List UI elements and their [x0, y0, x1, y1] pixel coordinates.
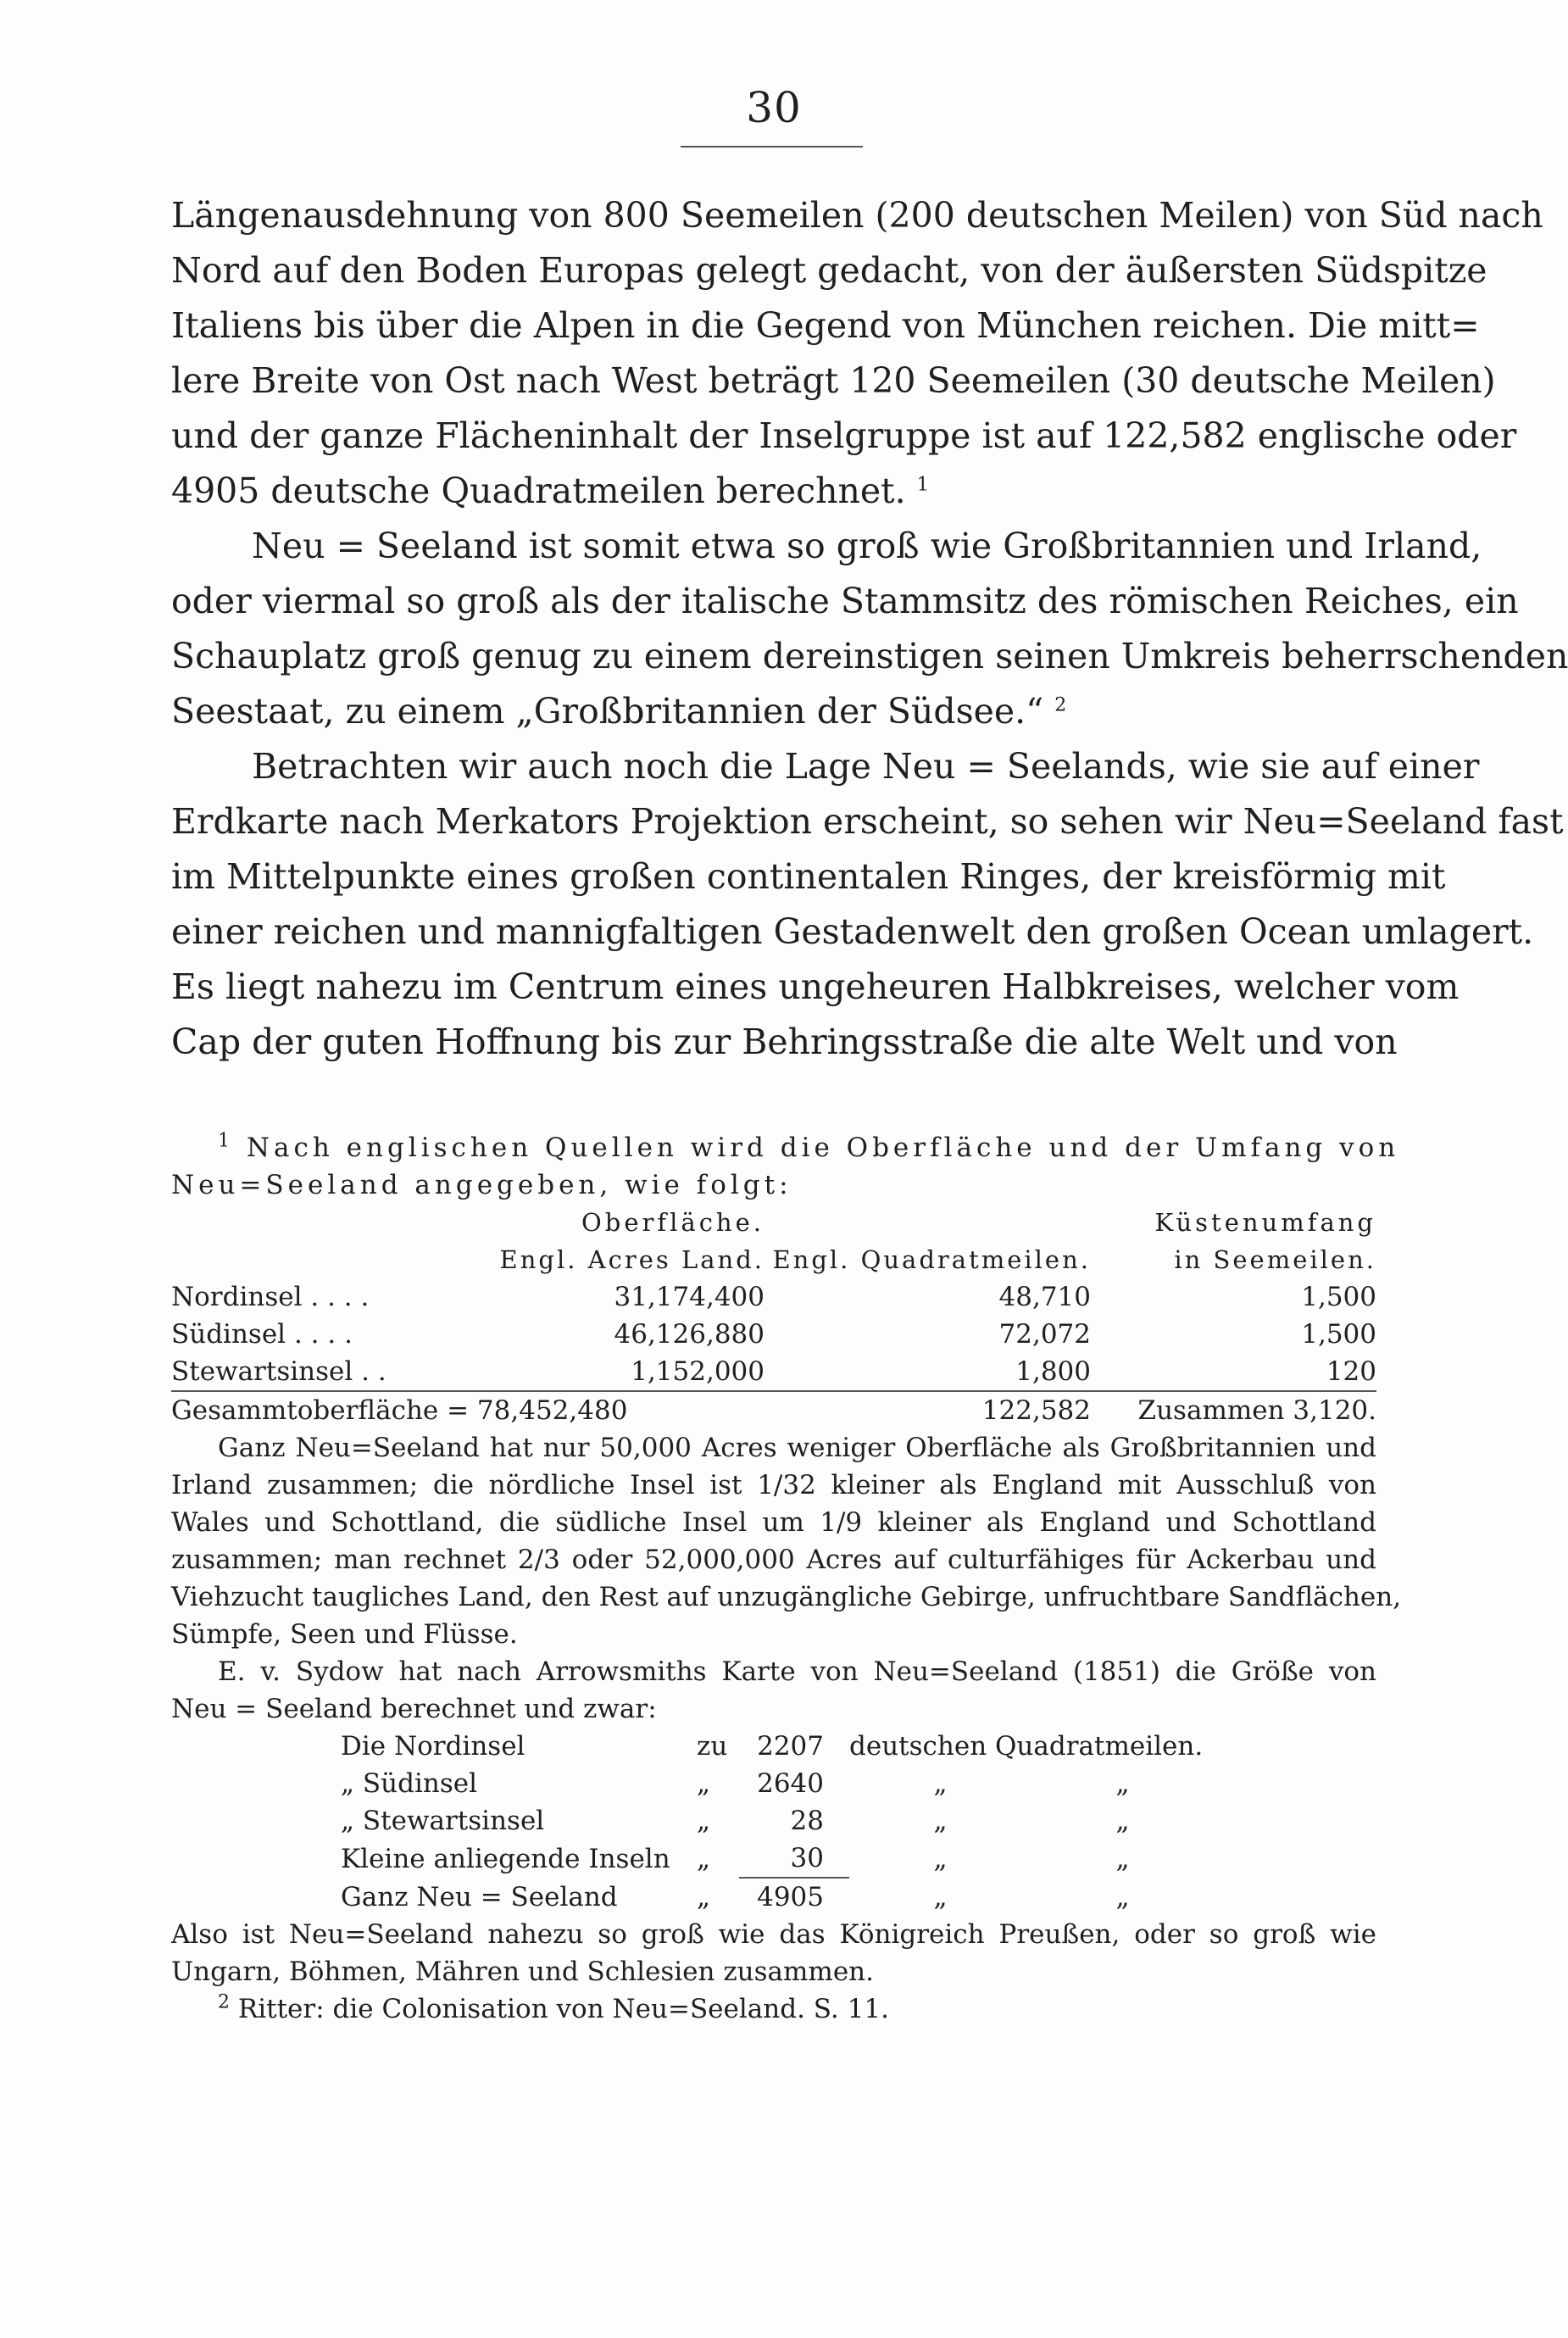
- sydow-ditto: „: [1115, 1768, 1130, 1799]
- sydow-value: 30: [790, 1843, 824, 1873]
- area-table: [171, 1204, 1376, 1429]
- body-line: Cap der guten Hoffnung bis zur Behringsstraße die alte Welt und von: [171, 1021, 1398, 1062]
- row-coast: 120: [1326, 1356, 1376, 1387]
- footnote-text: Nach englischen Quellen wird die Oberfläche und der Umfang von: [246, 1133, 1400, 1163]
- row-coast: 1,500: [1301, 1319, 1376, 1350]
- sydow-unit: deutschen Quadratmeilen.: [849, 1731, 1204, 1762]
- body-line: Betrachten wir auch noch die Lage Neu = Seelands, wie sie auf einer: [252, 746, 1480, 787]
- footnote-text: Ritter: die Colonisation von Neu=Seeland. S. 11.: [237, 1994, 889, 2024]
- table-row: [171, 1353, 1376, 1391]
- footnote-mark-2: 2: [218, 1991, 230, 2013]
- total-label: Gesammtoberfläche = 78,452,480: [171, 1391, 765, 1429]
- footnote-mark-1: 1: [218, 1130, 234, 1152]
- body-line: einer reichen und mannigfaltigen Gestadenwelt den großen Ocean umlagert.: [171, 911, 1534, 952]
- table-header-coast-unit: in Seemeilen.: [1174, 1245, 1376, 1274]
- sydow-name: Die Nordinsel: [341, 1731, 525, 1762]
- footnote-paragraph-line: Irland zusammen; die nördliche Insel ist 1/32 kleiner als England mit Ausschluß von: [171, 1470, 1376, 1500]
- table-row: [171, 1316, 1376, 1353]
- footnote-1-intro: Neu=Seeland angegeben, wie folgt:: [171, 1170, 792, 1200]
- table-total-row: [341, 1878, 1214, 1916]
- sydow-name: „ Stewartsinsel: [341, 1806, 545, 1836]
- sydow-zu: „: [697, 1881, 711, 1912]
- footnote-ref-2: 2: [1054, 694, 1067, 716]
- sydow-value: 2207: [757, 1731, 824, 1762]
- footnote-closing-line: Ungarn, Böhmen, Mähren und Schlesien zusammen.: [171, 1957, 874, 1987]
- body-line: Italiens bis über die Alpen in die Gegend von München reichen. Die mitt=: [171, 305, 1480, 346]
- total-miles: 122,582: [765, 1391, 1091, 1429]
- table-row: [341, 1765, 1214, 1802]
- footnote-paragraph-line: Wales und Schottland, die südliche Insel um 1/9 kleiner als England und Schottland: [171, 1507, 1376, 1538]
- sydow-zu: „: [697, 1806, 711, 1836]
- table-header-acres: Engl. Acres Land.: [499, 1245, 765, 1274]
- body-line: oder viermal so groß als der italische Stammsitz des römischen Reiches, ein: [171, 581, 1519, 621]
- footnote-paragraph-line: Sümpfe, Seen und Flüsse.: [171, 1619, 518, 1650]
- sydow-ditto: „: [933, 1843, 948, 1874]
- footnote-2: [171, 1990, 1376, 2028]
- body-line: und der ganze Flächeninhalt der Inselgruppe ist auf 122,582 englische oder: [171, 415, 1517, 456]
- table-header-row: [171, 1204, 1376, 1241]
- row-acres: 46,126,880: [614, 1319, 765, 1350]
- sydow-name: Kleine anliegende Inseln: [341, 1843, 670, 1874]
- footnote-closing-line: Also ist Neu=Seeland nahezu so groß wie das Königreich Preußen, oder so groß wie: [171, 1919, 1376, 1950]
- row-name: Südinsel . . . .: [171, 1319, 353, 1350]
- body-line: lere Breite von Ost nach West beträgt 120 Seemeilen (30 deutsche Meilen): [171, 360, 1496, 401]
- footnote-paragraph-line: Viehzucht taugliches Land, den Rest auf unzugängliche Gebirge, unfruchtbare Sandflächen,: [171, 1582, 1402, 1612]
- body-line: Schauplatz groß genug zu einem dereinstigen seinen Umkreis beherrschenden: [171, 636, 1568, 676]
- sydow-ditto: „: [1115, 1843, 1130, 1874]
- table-header-surface: Oberfläche.: [581, 1208, 765, 1237]
- row-coast: 1,500: [1301, 1282, 1376, 1312]
- body-line-text: 4905 deutsche Quadratmeilen berechnet.: [171, 470, 906, 511]
- body-line: Nord auf den Boden Europas gelegt gedacht, von der äußersten Südspitze: [171, 250, 1487, 291]
- sydow-zu: zu: [697, 1731, 728, 1762]
- sydow-value: 4905: [739, 1878, 849, 1916]
- table-header-coast: Küstenumfang: [1154, 1208, 1376, 1237]
- page-number-rule: [681, 146, 863, 148]
- table-row: [341, 1802, 1214, 1840]
- footnote-ref-1: 1: [916, 474, 929, 496]
- footnote-1-intro: [171, 1129, 1400, 1166]
- table-header-cell: [171, 1204, 442, 1241]
- table-header-miles: Engl. Quadratmeilen.: [772, 1245, 1091, 1274]
- sydow-value: 28: [790, 1806, 824, 1836]
- sydow-name: „ Südinsel: [341, 1768, 478, 1799]
- sydow-ditto: „: [1115, 1881, 1130, 1912]
- body-line: Es liegt nahezu im Centrum eines ungeheuren Halbkreises, welcher vom: [171, 966, 1460, 1007]
- sydow-ditto: „: [933, 1806, 948, 1836]
- table-row: [341, 1728, 1214, 1765]
- sydow-zu: „: [697, 1843, 711, 1874]
- row-acres: 31,174,400: [614, 1282, 765, 1312]
- table-header-cell: [765, 1204, 1091, 1241]
- footnotes: [171, 1129, 1402, 2028]
- row-miles: 48,710: [998, 1282, 1091, 1312]
- row-name: Stewartsinsel . .: [171, 1356, 386, 1387]
- main-body-text: [171, 188, 1568, 1070]
- body-line: [171, 464, 1376, 519]
- total-coast: Zusammen 3,120.: [1091, 1391, 1376, 1429]
- body-line: Längenausdehnung von 800 Seemeilen (200 deutschen Meilen) von Süd nach: [171, 195, 1543, 236]
- body-line: im Mittelpunkte eines großen continentalen Ringes, der kreisförmig mit: [171, 856, 1446, 897]
- sydow-ditto: „: [933, 1768, 948, 1799]
- sydow-zu: „: [697, 1768, 711, 1799]
- body-line: Neu = Seeland ist somit etwa so groß wie Großbritannien und Irland,: [252, 526, 1482, 566]
- row-name: Nordinsel . . . .: [171, 1282, 370, 1312]
- sydow-value: 2640: [757, 1768, 824, 1799]
- body-line: [171, 684, 1376, 739]
- footnote-paragraph-line: Ganz Neu=Seeland hat nur 50,000 Acres weniger Oberfläche als Großbritannien und: [218, 1433, 1376, 1463]
- table-total-row: [171, 1391, 1376, 1429]
- footnote-sydow-line: Neu = Seeland berechnet und zwar:: [171, 1694, 657, 1724]
- table-row: [171, 1278, 1376, 1316]
- sydow-table: [341, 1728, 1214, 1916]
- body-line-text: Seestaat, zu einem „Großbritannien der Südsee.“: [171, 691, 1044, 732]
- footnote-paragraph-line: zusammen; man rechnet 2/3 oder 52,000,000 Acres auf culturfähiges für Ackerbau und: [171, 1545, 1376, 1575]
- table-header-cell: [171, 1241, 442, 1278]
- sydow-ditto: „: [1115, 1806, 1130, 1836]
- row-miles: 72,072: [998, 1319, 1091, 1350]
- body-line: Erdkarte nach Merkators Projektion erscheint, so sehen wir Neu=Seeland fast: [171, 801, 1564, 842]
- row-acres: 1,152,000: [631, 1356, 765, 1387]
- page-number: 30: [746, 83, 802, 132]
- sydow-ditto: „: [933, 1881, 948, 1912]
- table-subheader-row: [171, 1241, 1376, 1278]
- row-miles: 1,800: [1015, 1356, 1091, 1387]
- footnote-sydow-line: E. v. Sydow hat nach Arrowsmiths Karte von Neu=Seeland (1851) die Größe von: [218, 1656, 1376, 1687]
- sydow-name: Ganz Neu = Seeland: [341, 1881, 618, 1912]
- table-row: [341, 1840, 1214, 1878]
